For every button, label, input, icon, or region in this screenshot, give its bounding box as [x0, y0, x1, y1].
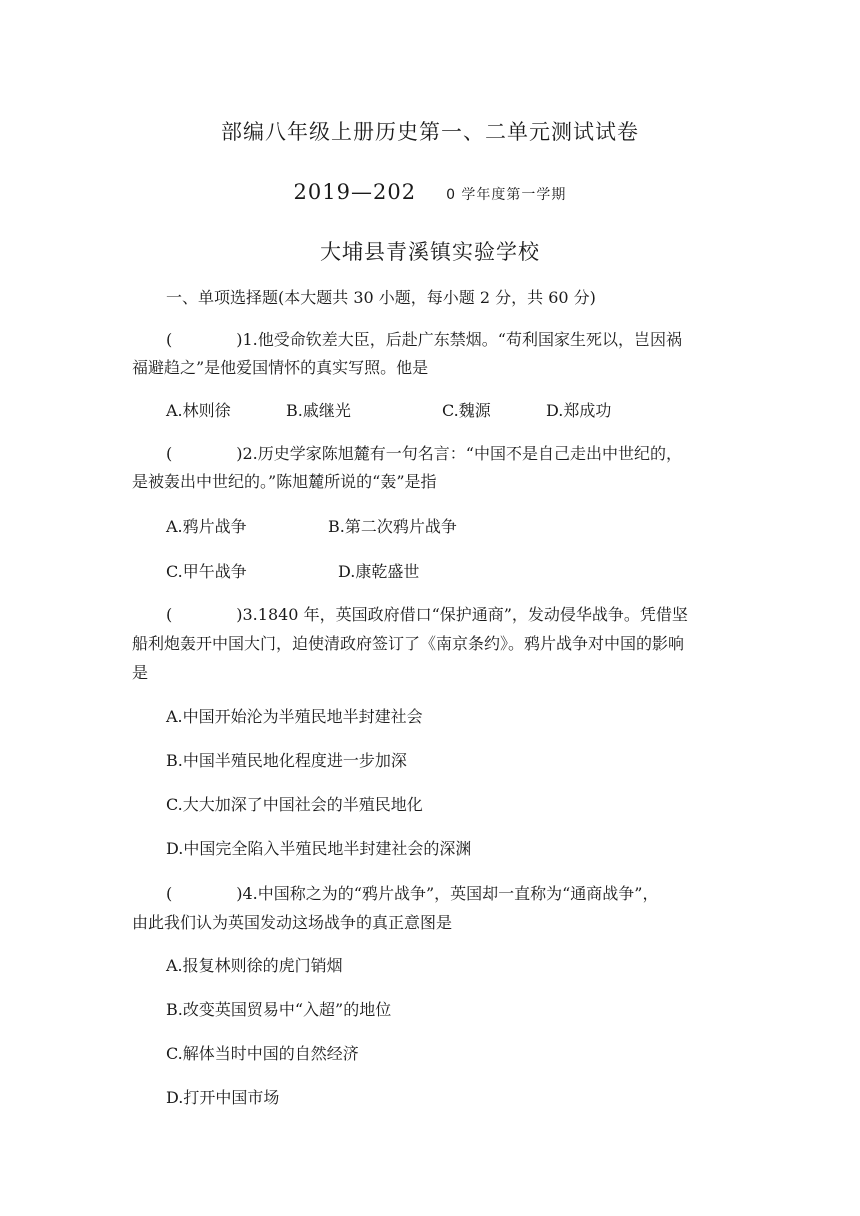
question-4-line2: 由此我们认为英国发动这场战争的真正意图是: [132, 913, 453, 932]
question-3-line3: 是: [132, 663, 149, 682]
question-4-line1: [166, 880, 766, 908]
option-d: D.郑成功: [546, 401, 612, 420]
question-3-option-c: C.大大加深了中国社会的半殖民地化: [166, 795, 423, 814]
option-b: B.第二次鸦片战争: [328, 517, 457, 536]
question-text: 1.他受命钦差大臣，后赴广东禁烟。“苟利国家生死以，岂因祸: [242, 330, 682, 349]
question-1-line2: 福避趋之”是他爱国情怀的真实写照。他是: [132, 358, 429, 377]
school-name: 大埔县青溪镇实验学校: [320, 240, 540, 264]
option-c: C.甲午战争: [166, 562, 247, 581]
answer-blank-open: (: [166, 330, 173, 349]
question-4-option-d: D.打开中国市场: [166, 1088, 280, 1107]
academic-year-part2: 0 学年度第一学期: [446, 187, 567, 203]
answer-blank-open: (: [166, 605, 173, 624]
option-d: D.康乾盛世: [338, 562, 420, 581]
academic-year-gap: [416, 187, 446, 203]
question-text: 2.历史学家陈旭麓有一句名言：“中国不是自己走出中世纪的，: [242, 444, 682, 463]
answer-blank-close: ): [236, 330, 243, 349]
question-3-option-d: D.中国完全陷入半殖民地半封建社会的深渊: [166, 839, 472, 858]
option-a: A.林则徐: [166, 401, 231, 420]
question-3-option-b: B.中国半殖民地化程度进一步加深: [166, 751, 407, 770]
option-a: A.鸦片战争: [166, 517, 247, 536]
option-b: B.戚继光: [286, 401, 351, 420]
academic-year: [0, 180, 860, 204]
question-text: 4.中国称之为的“鸦片战争”，英国却一直称为“通商战争”，: [242, 884, 659, 903]
answer-blank-close: ): [236, 605, 243, 624]
question-3-line1: [166, 601, 766, 629]
question-3-option-a: A.中国开始沦为半殖民地半封建社会: [166, 707, 423, 726]
question-2-line2: 是被轰出中世纪的。”陈旭麓所说的“轰”是指: [132, 472, 437, 491]
question-text: 3.1840 年，英国政府借口“保护通商”，发动侵华战争。凭借坚: [242, 605, 688, 624]
answer-blank-close: ): [236, 444, 243, 463]
question-2-line1: [166, 440, 766, 468]
answer-blank-open: (: [166, 444, 173, 463]
question-1-line1: [166, 326, 766, 354]
question-4-option-c: C.解体当时中国的自然经济: [166, 1044, 359, 1063]
option-c: C.魏源: [442, 401, 491, 420]
section-heading: 一、单项选择题(本大题共 30 小题，每小题 2 分，共 60 分): [166, 288, 596, 307]
answer-blank-open: (: [166, 884, 173, 903]
academic-year-part1: 2019—202: [293, 180, 417, 204]
question-3-line2: 船利炮轰开中国大门，迫使清政府签订了《南京条约》。鸦片战争对中国的影响: [132, 634, 685, 653]
document-title: 部编八年级上册历史第一、二单元测试试卷: [221, 120, 639, 144]
answer-blank-close: ): [236, 884, 243, 903]
question-4-option-a: A.报复林则徐的虎门销烟: [166, 956, 343, 975]
question-4-option-b: B.改变英国贸易中“入超”的地位: [166, 1000, 392, 1019]
